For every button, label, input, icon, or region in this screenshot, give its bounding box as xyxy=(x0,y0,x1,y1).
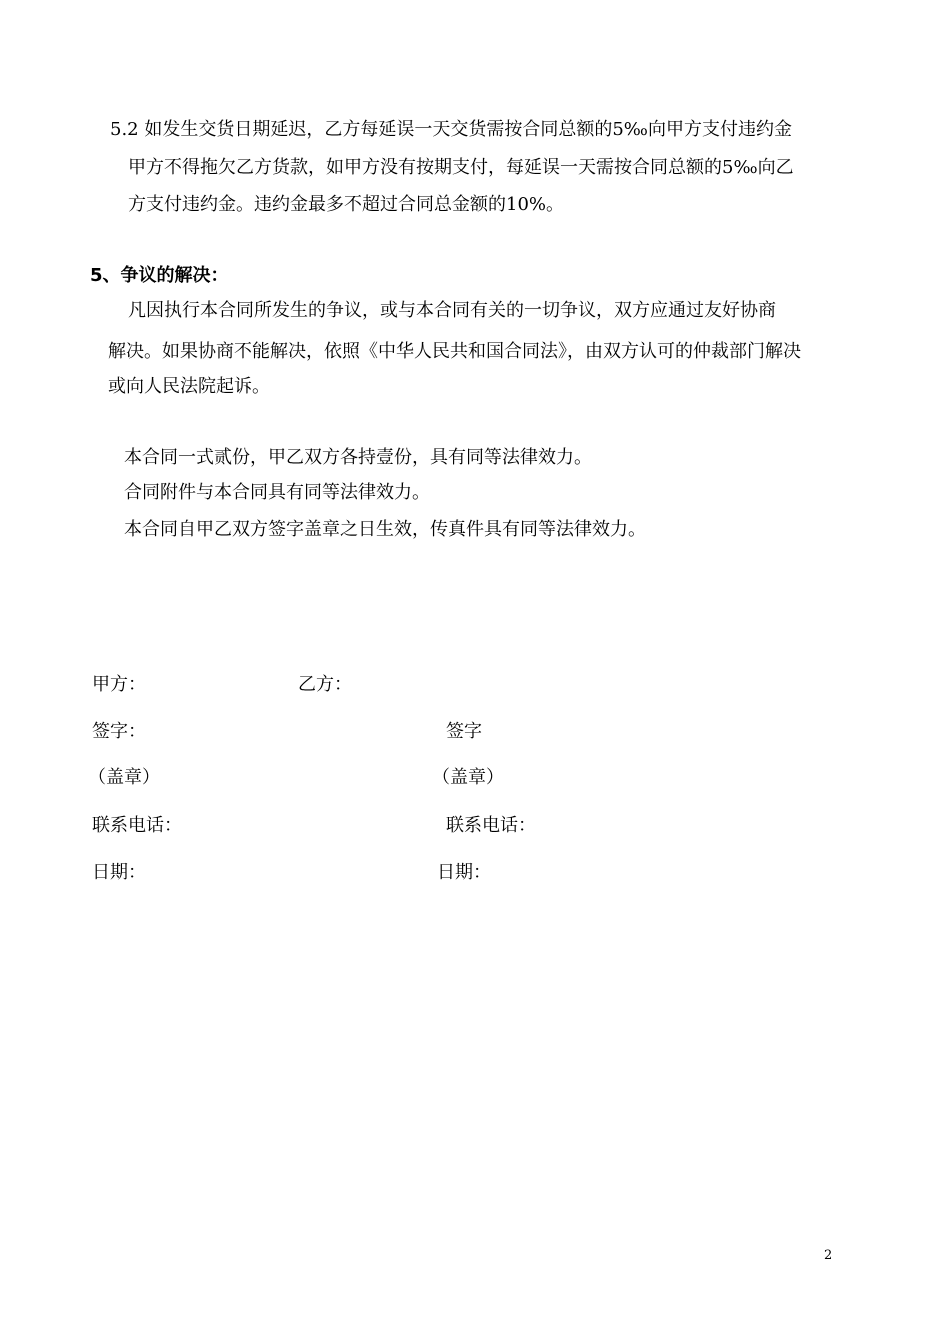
section-heading: 5、争议的解决： xyxy=(90,265,229,286)
closing-line: 本合同一式贰份，甲乙双方各持壹份，具有同等法律效力。 xyxy=(124,447,592,468)
page-number: 2 xyxy=(824,1248,833,1263)
sign-a-label: 签字： xyxy=(92,721,146,742)
section-line: 解决。如果协商不能解决，依照《中华人民共和国合同法》，由双方认可的仲裁部门解决 xyxy=(108,341,801,362)
party-b-label: 乙方： xyxy=(298,674,352,695)
phone-a-label: 联系电话： xyxy=(92,815,182,836)
section-line: 凡因执行本合同所发生的争议，或与本合同有关的一切争议，双方应通过友好协商 xyxy=(128,300,776,321)
date-b-label: 日期： xyxy=(437,862,491,883)
closing-line: 合同附件与本合同具有同等法律效力。 xyxy=(124,482,430,503)
date-a-label: 日期： xyxy=(92,862,146,883)
clause-line: 5.2 如发生交货日期延迟，乙方每延误一天交货需按合同总额的5‰向甲方支付违约金 xyxy=(110,119,792,140)
clause-line: 甲方不得拖欠乙方货款，如甲方没有按期支付，每延误一天需按合同总额的5‰向乙 xyxy=(128,157,794,178)
clause-line: 方支付违约金。违约金最多不超过合同总金额的10%。 xyxy=(128,194,565,215)
seal-a-label: （盖章） xyxy=(88,767,160,788)
phone-b-label: 联系电话： xyxy=(446,815,536,836)
closing-line: 本合同自甲乙双方签字盖章之日生效，传真件具有同等法律效力。 xyxy=(124,519,646,540)
section-line: 或向人民法院起诉。 xyxy=(108,376,270,397)
sign-b-label: 签字 xyxy=(446,721,482,742)
party-a-label: 甲方： xyxy=(92,674,146,695)
seal-b-label: （盖章） xyxy=(432,767,504,788)
